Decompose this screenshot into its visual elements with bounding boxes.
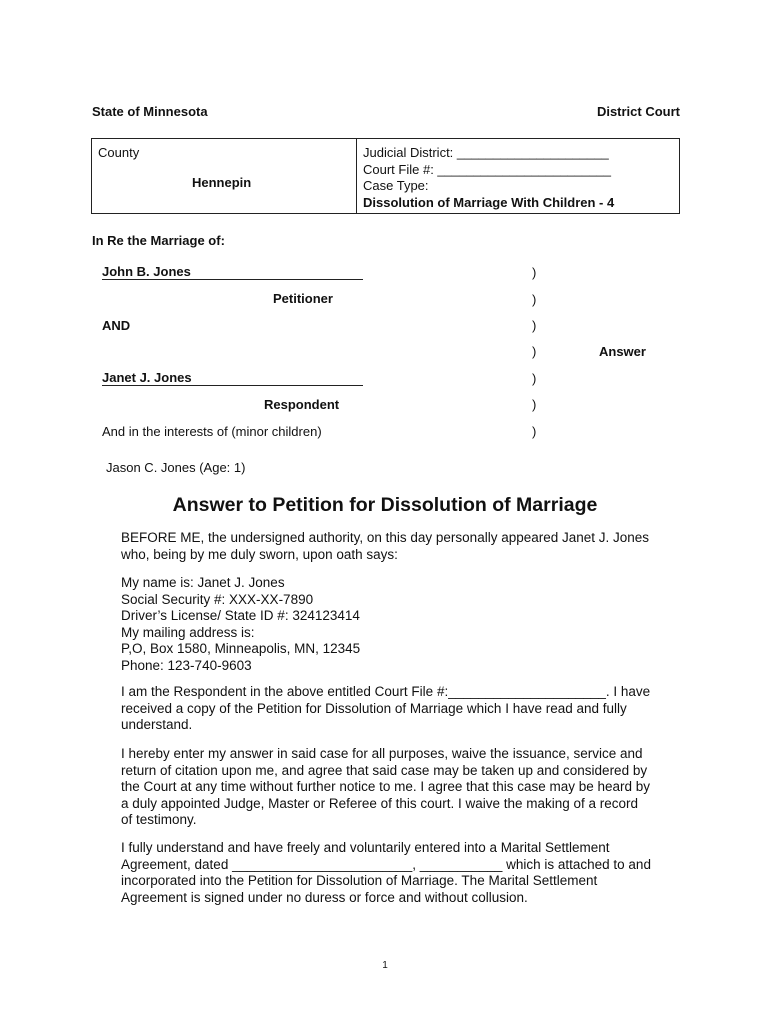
paragraph-line: of testimony.: [121, 812, 197, 828]
caption-paren: ): [532, 318, 537, 333]
paragraph-line: understand.: [121, 717, 193, 733]
identity-block: [121, 575, 689, 675]
intro-paragraph: [121, 530, 689, 563]
county-value: Hennepin: [192, 175, 252, 190]
paragraph-line: the Court at any time without further notice to me. I agree that this case may be heard by: [121, 779, 651, 795]
court-file-field: Court File #: ________________________: [363, 161, 611, 177]
petitioner-label: Petitioner: [273, 291, 333, 306]
case-box-divider: [356, 139, 357, 213]
paragraph-line: I hereby enter my answer in said case for all purposes, waive the issuance, service and: [121, 746, 643, 761]
state-heading: State of Minnesota: [92, 104, 208, 119]
mailing-address-label: My mailing address is:: [121, 624, 255, 640]
respondent-paragraph: [121, 684, 689, 734]
caption-paren: ): [532, 371, 537, 386]
petitioner-name: John B. Jones: [102, 264, 363, 280]
paragraph-line: I fully understand and have freely and voluntarily entered into a Marital Settlement: [121, 840, 610, 855]
answer-label: Answer: [599, 344, 646, 359]
respondent-label: Respondent: [264, 397, 340, 412]
caption-paren: ): [532, 424, 537, 439]
case-type-value: Dissolution of Marriage With Children - 4: [363, 194, 615, 210]
minor-children-label: And in the interests of (minor children): [102, 424, 322, 439]
caption-paren: ): [532, 344, 537, 359]
case-details: [363, 145, 614, 211]
court-heading: District Court: [596, 104, 680, 119]
document-title: Answer to Petition for Dissolution of Marriage: [172, 494, 598, 516]
respondent-name: Janet J. Jones: [102, 370, 363, 386]
county-label: County: [98, 145, 140, 160]
phone-line: Phone: 123-740-9603: [121, 657, 252, 673]
paragraph-line: a duly appointed Judge, Master or Referee of this court. I waive the making of a record: [121, 795, 639, 811]
child-entry: Jason C. Jones (Age: 1): [106, 460, 246, 475]
in-re-heading: In Re the Marriage of:: [92, 233, 225, 248]
caption-paren: ): [532, 265, 537, 280]
paragraph-line: received a copy of the Petition for Dissolution of Marriage which I have read and fully: [121, 700, 627, 716]
mailing-address-line: P,O, Box 1580, Minneapolis, MN, 12345: [121, 641, 361, 657]
agreement-paragraph: [121, 840, 689, 906]
case-type-label: Case Type:: [363, 178, 429, 193]
paragraph-line: I am the Respondent in the above entitled Court File #:_____________________. I have: [121, 684, 651, 699]
caption-paren: ): [532, 292, 537, 307]
paragraph-line: Agreement, dated ________________________, ___________ which is attached to and: [121, 856, 651, 872]
ssn-line: Social Security #: XXX-XX-7890: [121, 591, 314, 607]
caption-paren: ): [532, 397, 537, 412]
name-line: My name is: Janet J. Jones: [121, 575, 285, 590]
license-line: Driver’s License/ State ID #: 324123414: [121, 608, 360, 624]
judicial-district-field: Judicial District: _____________________: [363, 145, 609, 160]
answer-paragraph: [121, 746, 689, 829]
case-info-box: [91, 138, 680, 214]
and-label: AND: [102, 318, 131, 333]
paragraph-line: BEFORE ME, the undersigned authority, on this day personally appeared Janet J. Jones: [121, 530, 650, 545]
paragraph-line: who, being by me duly sworn, upon oath says:: [121, 546, 398, 562]
paragraph-line: return of citation upon me, and agree that said case may be taken up and considered by: [121, 762, 648, 778]
page-number: 1: [382, 960, 388, 971]
paragraph-line: Agreement is signed under no duress or force and without collusion.: [121, 889, 528, 905]
paragraph-line: incorporated into the Petition for Dissolution of Marriage. The Marital Settlement: [121, 873, 598, 889]
